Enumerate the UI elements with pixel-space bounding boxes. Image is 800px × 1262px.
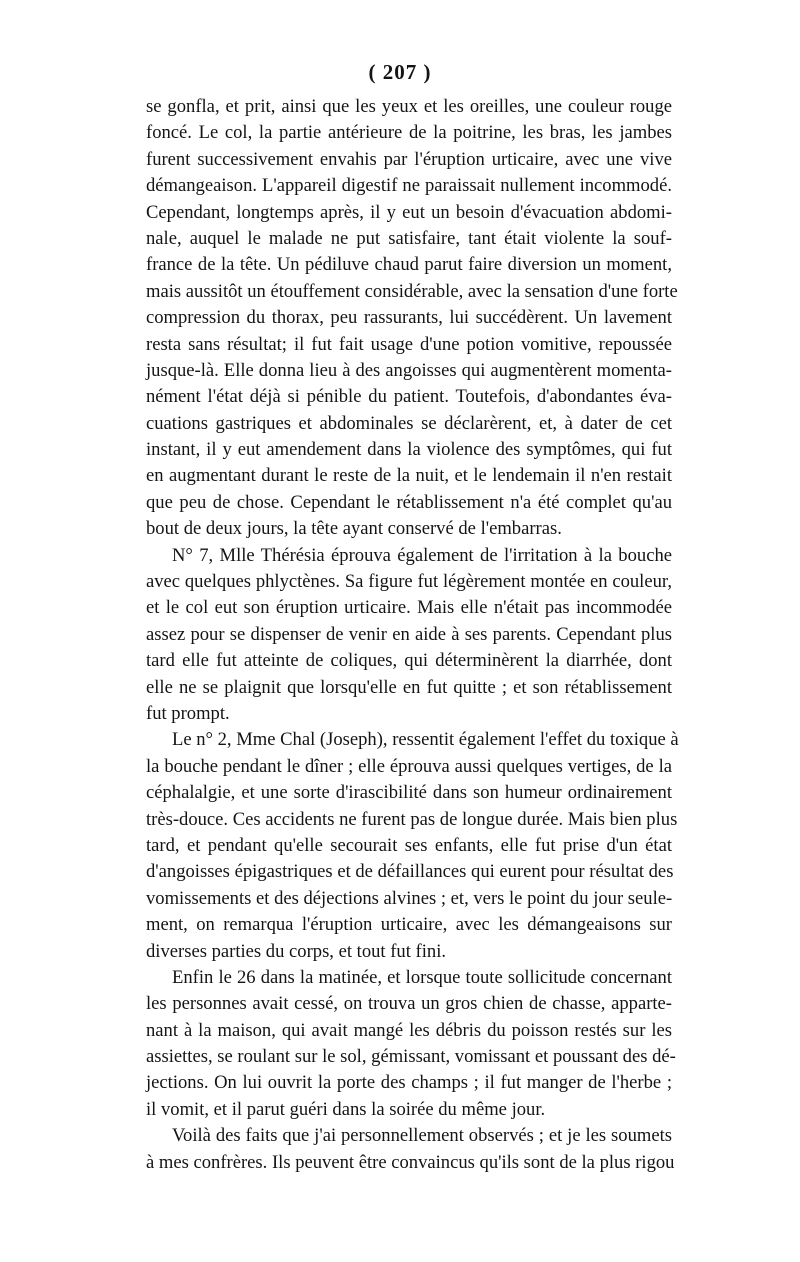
- text-line: céphalalgie, et une sorte d'irascibilité dans son humeur ordinairement: [146, 782, 672, 804]
- text-line: bout de deux jours, la tête ayant conservé de l'embarras.: [146, 518, 562, 540]
- paragraph: [146, 965, 676, 1123]
- text-line: foncé. Le col, la partie antérieure de la poitrine, les bras, les jambes: [146, 122, 672, 144]
- text-line: les personnes avait cessé, on trouva un gros chien de chasse, apparte-: [146, 993, 672, 1015]
- text-line: démangeaison. L'appareil digestif ne paraissait nullement incommodé.: [146, 175, 672, 197]
- text-line: Cependant, longtemps après, il y eut un besoin d'évacuation abdomi-: [146, 201, 672, 223]
- text-line: N° 7, Mlle Thérésia éprouva également de l'irritation à la bouche: [172, 544, 672, 566]
- text-line: vomissements et des déjections alvines ; et, vers le point du jour seule-: [146, 887, 673, 909]
- text-line: il vomit, et il parut guéri dans la soirée du même jour.: [146, 1098, 546, 1120]
- text-line: la bouche pendant le dîner ; elle éprouva aussi quelques vertiges, de la: [146, 755, 672, 777]
- text-line: tard elle fut atteinte de coliques, qui déterminèrent la diarrhée, dont: [146, 650, 672, 672]
- text-line: france de la tête. Un pédiluve chaud parut faire diversion un moment,: [146, 254, 672, 276]
- text-line: Voilà des faits que j'ai personnellement observés ; et je les soumets: [172, 1125, 672, 1147]
- text-line: Enfin le 26 dans la matinée, et lorsque toute sollicitude concernant: [172, 966, 672, 988]
- text-line: elle ne se plaignit que lorsqu'elle en fut quitte ; et son rétablissement: [146, 676, 672, 698]
- paragraph: [146, 1123, 675, 1176]
- text-line: resta sans résultat; il fut fait usage d'une potion vomitive, repoussée: [146, 333, 672, 355]
- text-line: Le n° 2, Mme Chal (Joseph), ressentit également l'effet du toxique à: [172, 729, 679, 751]
- text-line: ment, on remarqua l'éruption urticaire, avec les démangeaisons sur: [146, 914, 672, 936]
- text-line: d'angoisses épigastriques et de défaillances qui eurent pour résultat des: [146, 861, 674, 883]
- text-line: furent successivement envahis par l'éruption urticaire, avec une vive: [146, 148, 672, 170]
- text-line: se gonfla, et prit, ainsi que les yeux et les oreilles, une couleur rouge: [146, 96, 672, 117]
- text-line: nant à la maison, qui avait mangé les débris du poisson restés sur les: [146, 1019, 672, 1041]
- text-line: nément l'état déjà si pénible du patient. Toutefois, d'abondantes éva-: [146, 386, 672, 408]
- text-line: assez pour se dispenser de venir en aide à ses parents. Cependant plus: [146, 623, 672, 645]
- paragraph: [146, 727, 679, 965]
- text-line: nale, auquel le malade ne put satisfaire, tant était violente la souf-: [146, 227, 672, 249]
- paragraph: [146, 543, 672, 728]
- text-line: à mes confrères. Ils peuvent être convaincus qu'ils sont de la plus rigou: [146, 1151, 675, 1173]
- text-line: et le col eut son éruption urticaire. Mais elle n'était pas incommodée: [146, 597, 672, 619]
- body-text: [146, 94, 679, 1176]
- text-line: cuations gastriques et abdominales se déclarèrent, et, à dater de cet: [146, 412, 672, 434]
- text-line: compression du thorax, peu rassurants, lui succédèrent. Un lavement: [146, 307, 672, 329]
- text-line: en augmentant durant le reste de la nuit, et le lendemain il n'en restait: [146, 465, 672, 487]
- paragraph: [146, 94, 678, 543]
- text-line: avec quelques phlyctènes. Sa figure fut légèrement montée en couleur,: [146, 571, 672, 593]
- text-line: instant, il y eut amendement dans la violence des symptômes, qui fut: [146, 439, 672, 461]
- text-line: fut prompt.: [146, 702, 230, 724]
- text-line: jusque-là. Elle donna lieu à des angoisses qui augmentèrent momenta-: [146, 359, 672, 381]
- text-line: tard, et pendant qu'elle secourait ses enfants, elle fut prise d'un état: [146, 834, 672, 856]
- page-number: ( 207 ): [368, 60, 432, 84]
- text-line: très-douce. Ces accidents ne furent pas de longue durée. Mais bien plus: [146, 808, 678, 830]
- text-line: mais aussitôt un étouffement considérable, avec la sensation d'une forte: [146, 280, 678, 302]
- text-line: assiettes, se roulant sur le sol, gémissant, vomissant et poussant des dé-: [146, 1046, 676, 1068]
- text-line: diverses parties du corps, et tout fut fini.: [146, 940, 447, 962]
- text-line: que peu de chose. Cependant le rétablissement n'a été complet qu'au: [146, 491, 672, 513]
- text-line: jections. On lui ouvrit la porte des champs ; il fut manger de l'herbe ;: [146, 1072, 672, 1094]
